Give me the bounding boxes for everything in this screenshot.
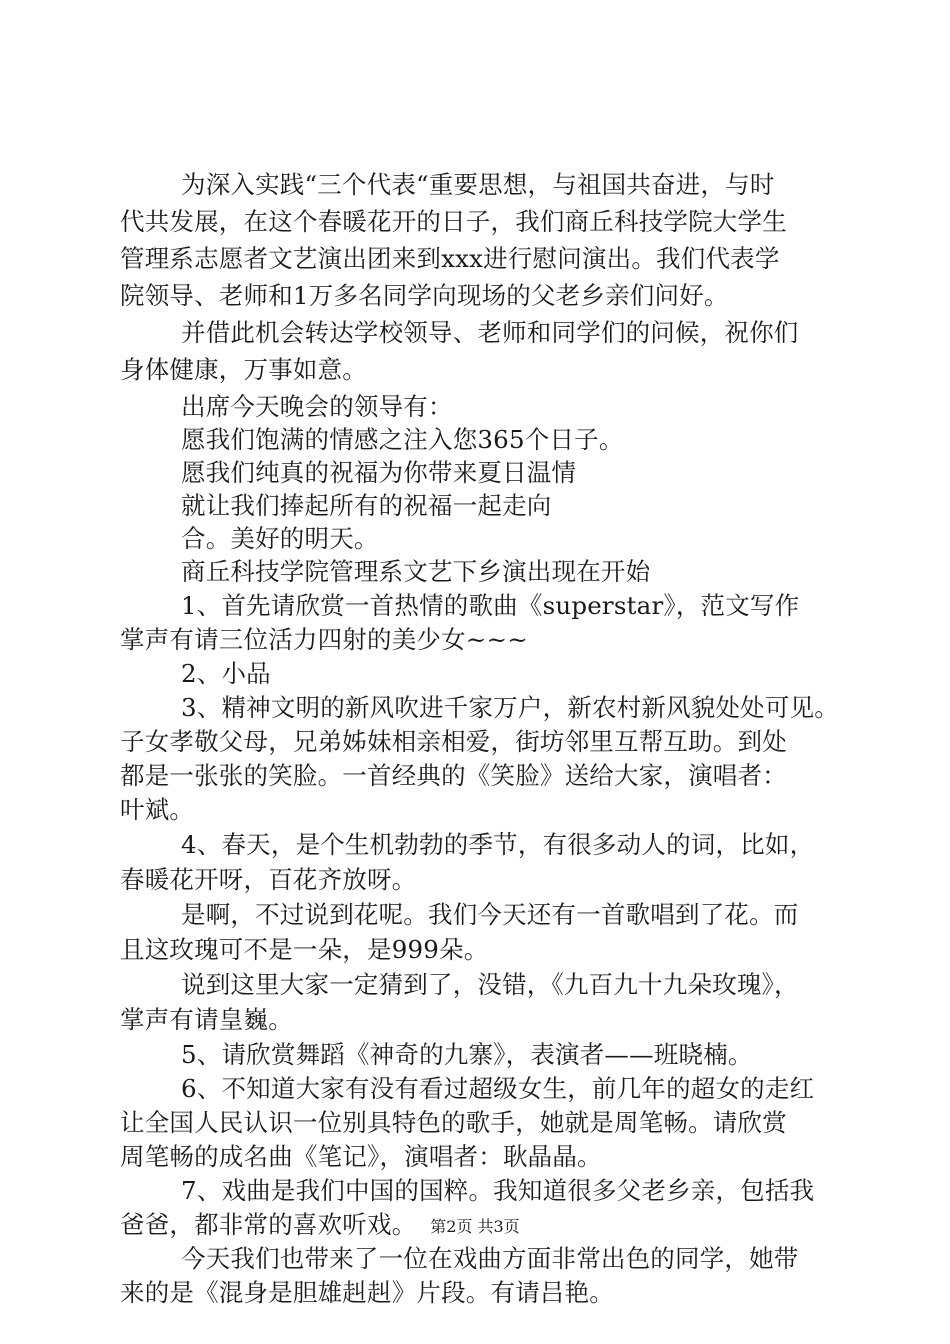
text-line: 院领导、老师和1万多名同学向现场的父老乡亲们问好。: [120, 281, 729, 310]
text-line: 让全国人民认识一位别具特色的歌手，她就是周笔畅。请欣赏: [120, 1108, 787, 1137]
text-line: 2、小品: [181, 659, 271, 688]
text-line: 是啊，不过说到花呢。我们今天还有一首歌唱到了花。而: [181, 900, 799, 929]
text-line: 1、首先请欣赏一首热情的歌曲《superstar》，范文写作: [181, 591, 800, 620]
text-line: 6、不知道大家有没有看过超级女生，前几年的超女的走红: [181, 1074, 815, 1103]
text-line: 愿我们纯真的祝福为你带来夏日温情: [181, 458, 577, 487]
text-line: 今天我们也带来了一位在戏曲方面非常出色的同学，她带: [181, 1244, 799, 1273]
text-line: 春暖花开呀，百花齐放呀。: [120, 865, 417, 894]
text-line: 出席今天晚会的领导有：: [181, 392, 453, 421]
text-line: 3、精神文明的新风吹进千家万户，新农村新风貌处处可见。: [181, 693, 839, 722]
text-line: 商丘科技学院管理系文艺下乡演出现在开始: [181, 557, 651, 586]
text-line: 周笔畅的成名曲《笔记》，演唱者：耿晶晶。: [120, 1142, 602, 1171]
text-line: 代共发展，在这个春暖花开的日子，我们商丘科技学院大学生: [120, 207, 787, 236]
text-line: 爸爸，都非常的喜欢听戏。: [120, 1210, 417, 1239]
text-line: 身体健康，万事如意。: [120, 355, 367, 384]
text-line: 管理系志愿者文艺演出团来到xxx进行慰问演出。我们代表学: [120, 244, 780, 273]
text-line: 都是一张张的笑脸。一首经典的《笑脸》送给大家，演唱者：: [120, 761, 787, 790]
text-line: 愿我们饱满的情感之注入您365个日子。: [181, 425, 624, 454]
text-line: 就让我们捧起所有的祝福一起走向: [181, 491, 552, 520]
text-line: 叶斌。: [120, 795, 195, 824]
text-line: 且这玫瑰可不是一朵，是999朵。: [120, 935, 489, 964]
text-line: 说到这里大家一定猜到了，没错，《九百九十九朵玫瑰》，: [181, 970, 799, 999]
text-line: 掌声有请皇巍。: [120, 1005, 293, 1034]
text-line: 并借此机会转达学校领导、老师和同学们的问候，祝你们: [181, 318, 799, 347]
text-line: 来的是《混身是胆雄赳赳》片段。有请吕艳。: [120, 1278, 614, 1307]
text-line: 为深入实践“三个代表“重要思想，与祖国共奋进，与时: [181, 170, 775, 199]
text-line: 子女孝敬父母，兄弟姊妹相亲相爱，街坊邻里互帮互助。到处: [120, 727, 787, 756]
text-line: 合。美好的明天。: [181, 524, 379, 553]
text-line: 7、戏曲是我们中国的国粹。我知道很多父老乡亲，包括我: [181, 1176, 815, 1205]
page-number: 第2页 共3页: [430, 1217, 520, 1236]
text-line: 掌声有请三位活力四射的美少女~~~: [120, 625, 528, 654]
text-line: 4、春天，是个生机勃勃的季节，有很多动人的词，比如，: [181, 830, 815, 859]
text-line: 5、请欣赏舞蹈《神奇的九寨》，表演者——班晓楠。: [181, 1040, 753, 1069]
